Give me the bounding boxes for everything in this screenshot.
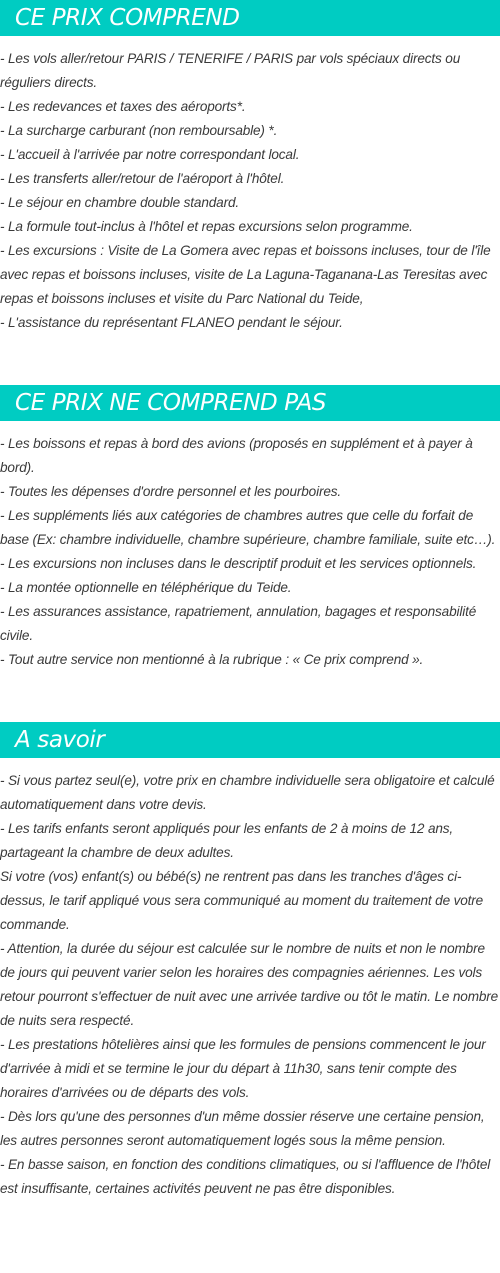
list-item: - Les transferts aller/retour de l'aéroport à l'hôtel.: [0, 171, 285, 186]
section-not-included: [0, 385, 500, 672]
list-item: - Les prestations hôtelières ainsi que les formules de pensions commencent le jour d'arrivée à midi et se termine le jour du départ à 11h30, sans tenir compte des horaires d'arrivées ou de départs des vols.: [0, 1037, 486, 1100]
list-item: - Les tarifs enfants seront appliqués pour les enfants de 2 à moins de 12 ans, partageant la chambre de deux adultes.: [0, 821, 454, 860]
good-to-know-list: [0, 758, 500, 1201]
list-item: - Les redevances et taxes des aéroports*.: [0, 99, 246, 114]
list-item: - Les suppléments liés aux catégories de chambres autres que celle du forfait de base (Ex: chambre individuelle, chambre supérieure, chambre familiale, suite etc…).: [0, 508, 496, 547]
list-item: - La montée optionnelle en téléphérique du Teide.: [0, 580, 292, 595]
list-item: Si votre (vos) enfant(s) ou bébé(s) ne rentrent pas dans les tranches d'âges ci-dessus, le tarif appliqué vous sera communiqué au moment du traitement de votre commande.: [0, 869, 484, 932]
included-list: [0, 36, 500, 335]
list-item: - Dès lors qu'une des personnes d'un même dossier réserve une certaine pension, les autres personnes seront automatiquement logés sous la même pension.: [0, 1109, 485, 1148]
list-item: - Les boissons et repas à bord des avions (proposés en supplément et à payer à bord).: [0, 436, 473, 475]
list-item: - Le séjour en chambre double standard.: [0, 195, 239, 210]
list-item: - Les assurances assistance, rapatriement, annulation, bagages et responsabilité civile.: [0, 604, 477, 643]
list-item: - Toutes les dépenses d'ordre personnel et les pourboires.: [0, 484, 342, 499]
list-item: - Les excursions non incluses dans le descriptif produit et les services optionnels.: [0, 556, 477, 571]
list-item: - La surcharge carburant (non remboursable) *.: [0, 123, 278, 138]
section-included: [0, 0, 500, 335]
list-item: - Les vols aller/retour PARIS / TENERIFE / PARIS par vols spéciaux directs ou réguliers directs.: [0, 51, 461, 90]
list-item: - L'accueil à l'arrivée par notre correspondant local.: [0, 147, 300, 162]
section-title-not-included: CE PRIX NE COMPREND PAS: [0, 385, 500, 421]
section-title-included: CE PRIX COMPREND: [0, 0, 500, 36]
list-item: - Si vous partez seul(e), votre prix en chambre individuelle sera obligatoire et calculé automatiquement dans votre devis.: [0, 773, 495, 812]
list-item: - En basse saison, en fonction des conditions climatiques, ou si l'affluence de l'hôtel est insuffisante, certaines activités peuvent ne pas être disponibles.: [0, 1157, 491, 1196]
list-item: - Attention, la durée du séjour est calculée sur le nombre de nuits et non le nombre de jours qui peuvent varier selon les horaires des compagnies aériennes. Les vols retour pourront s'effectuer de nuit avec une arrivée tardive ou tôt le matin. Le nombre de nuits sera respecté.: [0, 941, 499, 1028]
list-item: - Tout autre service non mentionné à la rubrique : « Ce prix comprend ».: [0, 652, 424, 667]
not-included-list: [0, 421, 500, 672]
section-title-good-to-know: A savoir: [0, 722, 500, 758]
list-item: - L'assistance du représentant FLANEO pendant le séjour.: [0, 315, 343, 330]
list-item: - La formule tout-inclus à l'hôtel et repas excursions selon programme.: [0, 219, 413, 234]
section-good-to-know: [0, 722, 500, 1201]
list-item: - Les excursions : Visite de La Gomera avec repas et boissons incluses, tour de l'île avec repas et boissons incluses, visite de La Laguna-Taganana-Las Teresitas avec repas et boissons incluses et visite du Parc National du Teide,: [0, 243, 491, 306]
